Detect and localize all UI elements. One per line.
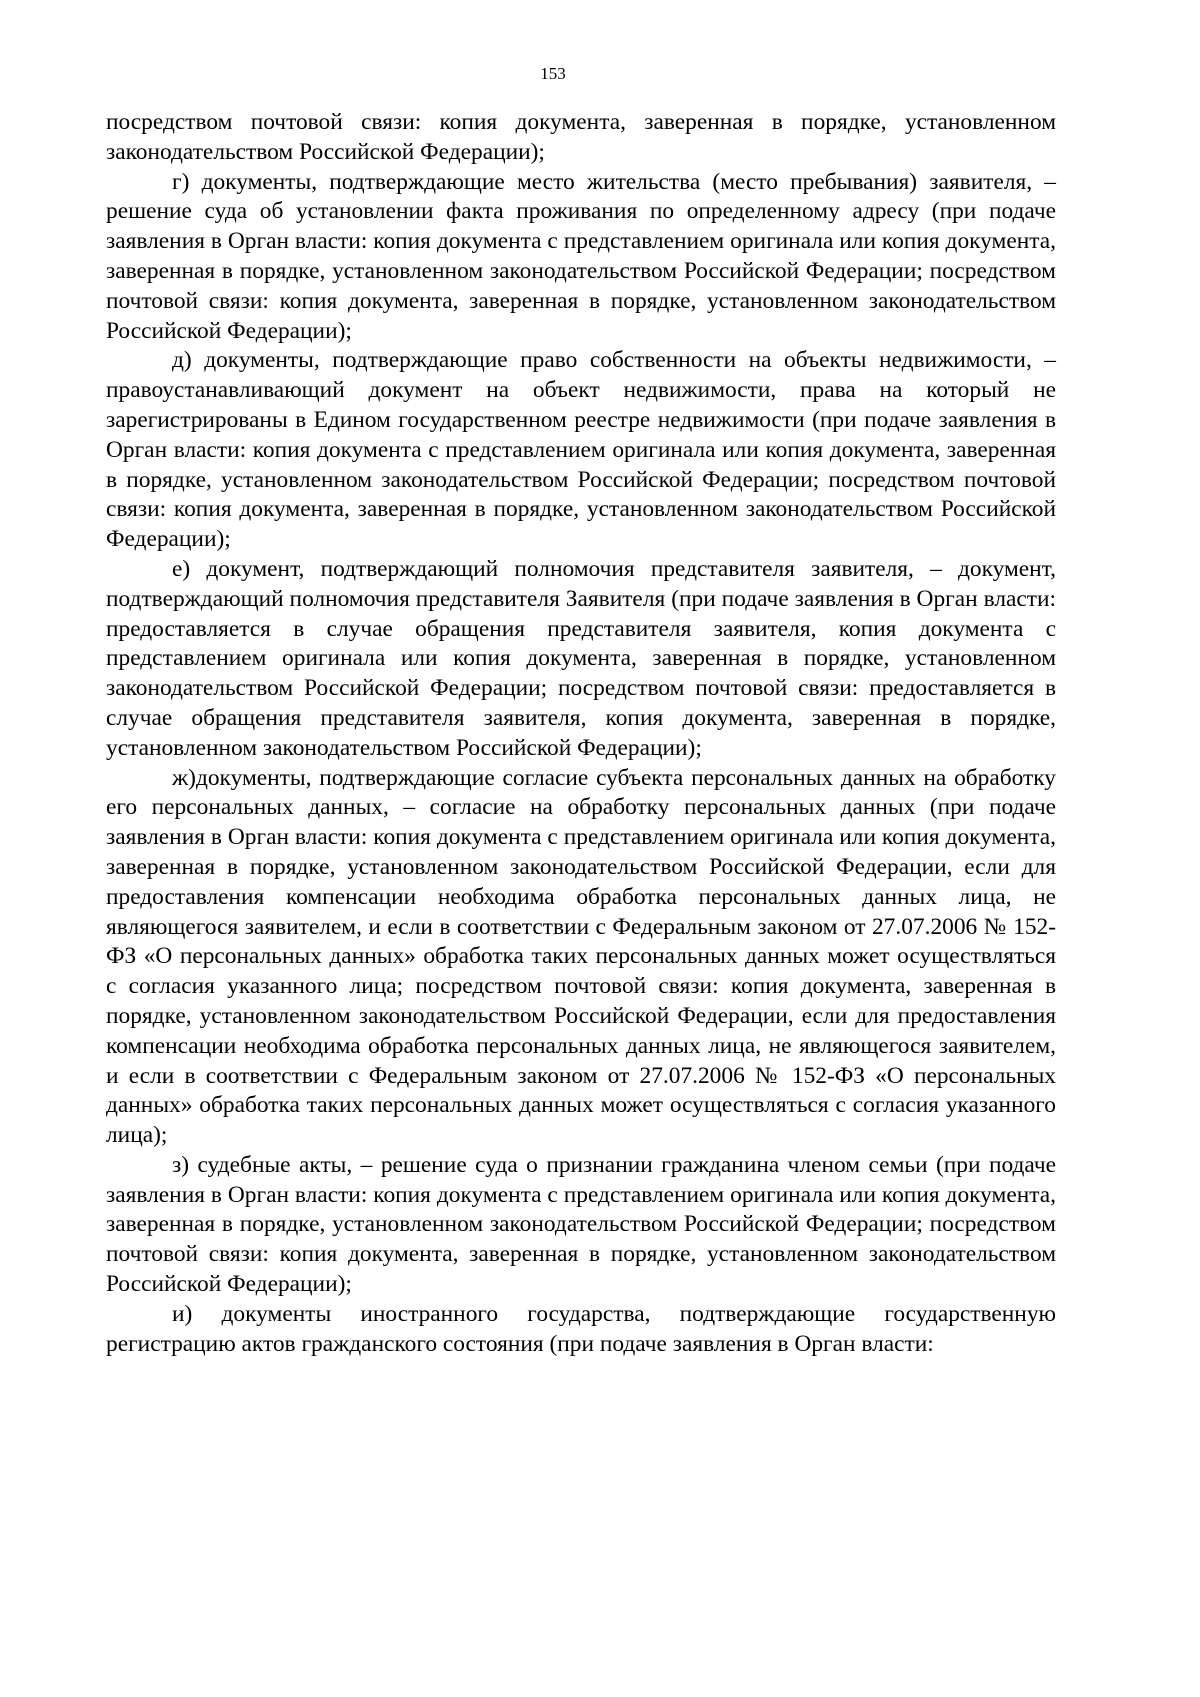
document-body bbox=[106, 108, 1056, 1359]
paragraph-item-d: д) документы, подтверждающие право собственности на объекты недвижимости, – правоустанавливающий документ на объект недвижимости, права на который не зарегистрированы в Едином государственном реестре недвижимости (при подаче заявления в Орган власти: копия документа с представлением оригинала или копия документа, заверенная в порядке, установленном законодательством Российской Федерации; посредством почтовой связи: копия документа, заверенная в порядке, установленном законодательством Российской Федерации); bbox=[106, 347, 1056, 553]
paragraph-item-z: з) судебные акты, – решение суда о признании гражданина членом семьи (при подаче заявления в Орган власти: копия документа с представлением оригинала или копия документа, заверенная в порядке, установленном законодательством Российской Федерации; посредством почтовой связи: копия документа, заверенная в порядке, установленном законодательством Российской Федерации); bbox=[106, 1151, 1056, 1298]
paragraph-item-e: е) документ, подтверждающий полномочия представителя заявителя, – документ, подтверждающий полномочия представителя Заявителя (при подаче заявления в Орган власти: предоставляется в случае обращения представителя заявителя, копия документа с представлением оригинала или копия документа, заверенная в порядке, установленном законодательством Российской Федерации; посредством почтовой связи: предоставляется в случае обращения представителя заявителя, копия документа, заверенная в порядке, установленном законодательством Российской Федерации); bbox=[106, 555, 1056, 761]
paragraph-item-zh: ж)документы, подтверждающие согласие субъекта персональных данных на обработку его персональных данных, – согласие на обработку персональных данных (при подаче заявления в Орган власти: копия документа с представлением оригинала или копия документа, заверенная в порядке, установленном законодательством Российской Федерации, если для предоставления компенсации необходима обработка персональных данных лица, не являющегося заявителем, и если в соответствии с Федеральным законом от 27.07.2006 № 152-ФЗ «О персональных данных» обработка таких персональных данных может осуществляться с согласия указанного лица; посредством почтовой связи: копия документа, заверенная в порядке, установленном законодательством Российской Федерации, если для предоставления компенсации необходима обработка персональных данных лица, не являющегося заявителем, и если в соответствии с Федеральным законом от 27.07.2006 № 152-ФЗ «О персональных данных» обработка таких персональных данных может осуществляться с согласия указанного лица); bbox=[106, 764, 1056, 1149]
paragraph-continuation: посредством почтовой связи: копия документа, заверенная в порядке, установленном законодательством Российской Федерации); bbox=[106, 109, 1056, 165]
paragraph-item-g: г) документы, подтверждающие место жительства (место пребывания) заявителя, – решение суда об установлении факта проживания по определенному адресу (при подаче заявления в Орган власти: копия документа с представлением оригинала или копия документа, заверенная в порядке, установленном законодательством Российской Федерации; посредством почтовой связи: копия документа, заверенная в порядке, установленном законодательством Российской Федерации); bbox=[106, 168, 1056, 344]
page-number: 153 bbox=[540, 64, 566, 83]
paragraph-item-i: и) документы иностранного государства, подтверждающие государственную регистрацию актов гражданского состояния (при подаче заявления в Орган власти: bbox=[106, 1300, 1056, 1357]
